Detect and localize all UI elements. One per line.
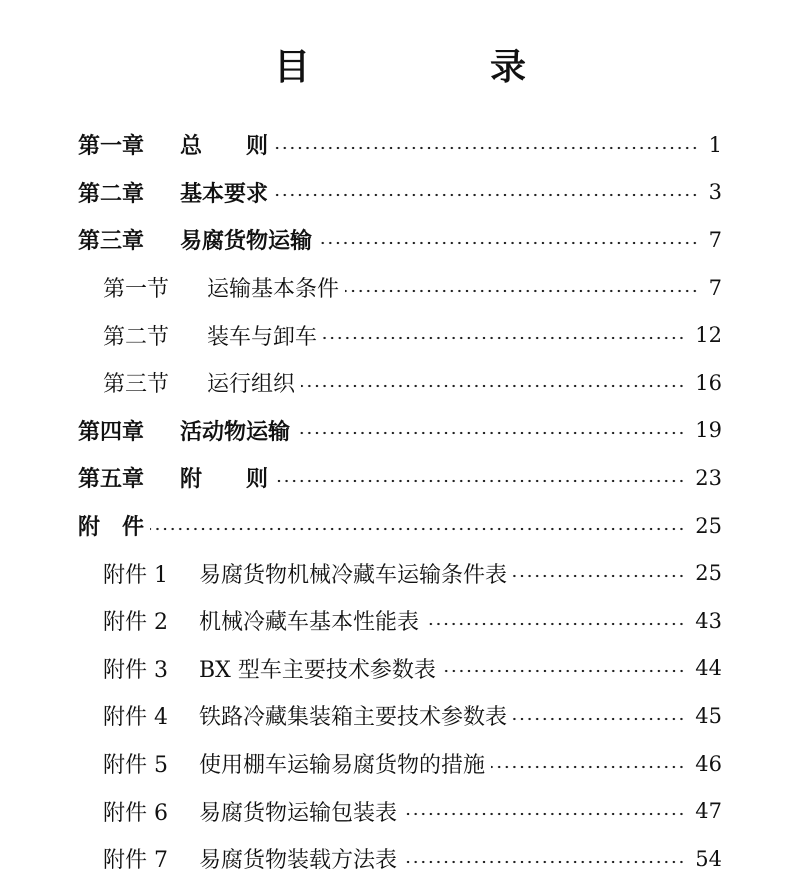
toc-entry-page: 16 [695, 370, 722, 395]
toc-entry-number: 附件 1 [103, 562, 168, 588]
toc-entry-title: 运行组织 [207, 372, 296, 398]
dot-leader [403, 803, 685, 825]
dot-leader [323, 327, 685, 349]
toc-entry-page: 44 [695, 656, 722, 681]
toc-entry-title: BX 型车主要技术参数表 [199, 657, 436, 683]
toc-entry-section-3-2[interactable] [0, 311, 800, 359]
dot-leader [442, 660, 685, 682]
toc-entry-title: 易腐货物装载方法表 [199, 848, 398, 874]
toc-entry-title: 附 则 [180, 467, 269, 493]
toc-entry-number: 第二章 [78, 181, 145, 207]
toc-entry-number: 附件 2 [103, 610, 168, 636]
dot-leader [491, 756, 685, 778]
toc-entry-number: 附件 4 [103, 705, 168, 731]
toc-entry-page: 7 [708, 227, 722, 252]
toc-entry-title: 使用棚车运输易腐货物的措施 [199, 753, 486, 779]
toc-entry-title: 易腐货物机械冷藏车运输条件表 [199, 562, 508, 588]
toc-entry-title: 基本要求 [180, 181, 269, 207]
toc-entry-chapter-5[interactable] [0, 454, 800, 502]
toc-entry-title: 总 则 [180, 134, 269, 160]
toc-entry-page: 25 [695, 561, 722, 586]
toc-entry-appendix-6[interactable] [0, 787, 800, 835]
toc-entry-title: 运输基本条件 [207, 277, 340, 303]
dot-leader [296, 422, 685, 444]
dot-leader [274, 470, 685, 492]
dot-leader [403, 851, 685, 873]
toc-entry-number: 第二节 [103, 324, 170, 350]
toc-entry-title: 活动物运输 [180, 419, 291, 445]
toc-entry-page: 43 [695, 608, 722, 633]
dot-leader [513, 565, 685, 587]
dot-leader [513, 708, 685, 730]
dot-leader [150, 518, 685, 540]
toc-entry-page: 46 [695, 751, 722, 776]
toc-entry-title: 装车与卸车 [207, 324, 318, 350]
dot-leader [318, 232, 699, 254]
dot-leader [301, 375, 685, 397]
toc-entry-number: 第三节 [103, 372, 170, 398]
toc-entry-number: 第五章 [78, 467, 145, 493]
toc-entry-page: 7 [708, 275, 722, 300]
toc-entry-appendices[interactable] [0, 502, 800, 550]
toc-entry-number: 附件 3 [103, 657, 168, 683]
toc-entry-number: 第一章 [78, 134, 145, 160]
toc-entry-page: 25 [695, 513, 722, 538]
toc-entry-section-3-3[interactable] [0, 359, 800, 407]
toc-entry-appendix-3[interactable] [0, 645, 800, 693]
toc-entry-appendix-7[interactable] [0, 835, 800, 883]
table-of-contents [0, 121, 800, 883]
toc-entry-number: 附 件 [78, 515, 145, 541]
toc-entry-page: 45 [695, 703, 722, 728]
toc-entry-number: 附件 5 [103, 753, 168, 779]
toc-entry-page: 54 [695, 846, 722, 871]
toc-entry-page: 3 [708, 180, 722, 205]
toc-entry-page: 12 [695, 323, 722, 348]
toc-entry-title: 机械冷藏车基本性能表 [199, 610, 420, 636]
toc-entry-appendix-5[interactable] [0, 740, 800, 788]
toc-entry-number: 第一节 [103, 277, 170, 303]
toc-entry-chapter-1[interactable] [0, 121, 800, 169]
dot-leader [274, 184, 699, 206]
toc-entry-page: 1 [708, 132, 722, 157]
toc-entry-appendix-4[interactable] [0, 692, 800, 740]
toc-entry-page: 47 [695, 799, 722, 824]
toc-entry-number: 附件 7 [103, 848, 168, 874]
toc-entry-number: 附件 6 [103, 800, 168, 826]
toc-entry-appendix-1[interactable] [0, 549, 800, 597]
dot-leader [274, 137, 699, 159]
toc-entry-number: 第三章 [78, 229, 145, 255]
dot-leader [345, 280, 699, 302]
toc-entry-title: 易腐货物运输 [180, 229, 313, 255]
toc-entry-title: 铁路冷藏集装箱主要技术参数表 [199, 705, 508, 731]
toc-entry-chapter-2[interactable] [0, 169, 800, 217]
toc-entry-page: 19 [695, 418, 722, 443]
toc-entry-page: 23 [695, 465, 722, 490]
toc-entry-section-3-1[interactable] [0, 264, 800, 312]
toc-entry-chapter-4[interactable] [0, 407, 800, 455]
toc-entry-title: 易腐货物运输包装表 [199, 800, 398, 826]
page-title: 目 录 [273, 47, 598, 89]
dot-leader [425, 613, 685, 635]
toc-entry-chapter-3[interactable] [0, 216, 800, 264]
toc-entry-appendix-2[interactable] [0, 597, 800, 645]
toc-entry-number: 第四章 [78, 419, 145, 445]
